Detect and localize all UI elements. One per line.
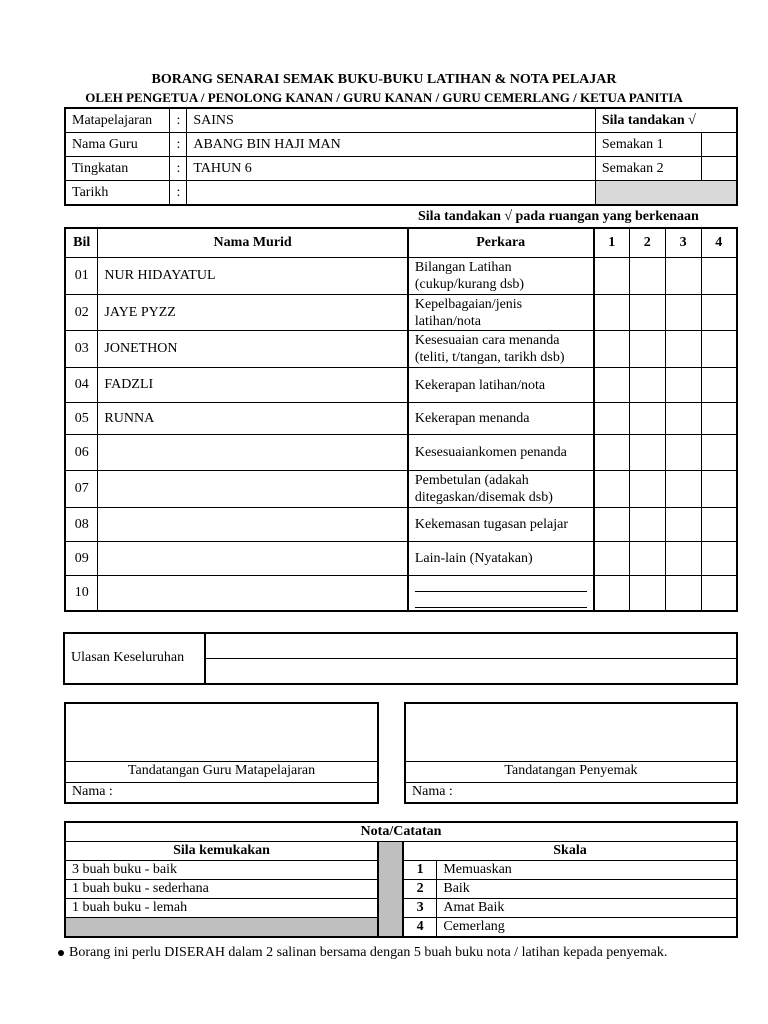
comment-line[interactable] [206, 658, 736, 659]
footnote-text: Borang ini perlu DISERAH dalam 2 salinan bersama dengan 5 buah buku nota / latihan kepada penyemak. [69, 945, 668, 960]
check-box-col-3[interactable] [665, 508, 701, 542]
check-box-col-1[interactable] [594, 435, 630, 471]
header-col-4: 4 [701, 228, 737, 258]
table-row [65, 471, 737, 508]
scale-number: 3 [403, 899, 437, 918]
check-box-col-4[interactable] [701, 331, 737, 368]
semakan-2-label: Semakan 2 [595, 157, 701, 181]
criteria-line [415, 592, 587, 608]
notes-title: Nota/Catatan [65, 822, 737, 842]
check-box-col-1[interactable] [594, 295, 630, 331]
criteria-line: Kekerapan latihan/nota [414, 377, 546, 393]
form-title: BORANG SENARAI SEMAK BUKU-BUKU LATIHAN & NOTA PELAJAR [151, 72, 617, 87]
info-colon: : [170, 157, 187, 181]
row-number: 05 [65, 403, 98, 435]
row-number: 09 [65, 542, 98, 576]
row-number: 02 [65, 295, 98, 331]
divider [406, 782, 736, 783]
check-box-col-3[interactable] [665, 435, 701, 471]
check-box-col-4[interactable] [701, 403, 737, 435]
table-row [65, 576, 737, 611]
grey-cell [595, 181, 737, 206]
table-row [65, 403, 737, 435]
criteria-cell [408, 508, 594, 542]
check-box-col-3[interactable] [665, 331, 701, 368]
check-box-col-1[interactable] [594, 368, 630, 403]
scale-number: 2 [403, 880, 437, 899]
table-row [65, 542, 737, 576]
check-box-col-1[interactable] [594, 508, 630, 542]
checker-signature-box[interactable] [404, 702, 738, 804]
student-name[interactable]: JAYE PYZZ [98, 295, 408, 331]
scale-label: Baik [437, 880, 737, 899]
check-box-col-4[interactable] [701, 471, 737, 508]
scale-number: 4 [403, 918, 437, 938]
criteria-line: Lain-lain (Nyatakan) [414, 551, 533, 566]
header-col-3: 3 [665, 228, 701, 258]
level-value[interactable]: TAHUN 6 [187, 157, 595, 181]
checker-signature-caption: Tandatangan Penyemak [504, 763, 638, 778]
divider [406, 761, 736, 762]
bullet-icon [58, 950, 64, 956]
student-name[interactable] [98, 542, 408, 576]
row-number: 06 [65, 435, 98, 471]
form-subtitle: OLEH PENGETUA / PENOLONG KANAN / GURU KANAN / GURU CEMERLANG / KETUA PANITIA [85, 90, 683, 105]
info-label-teacher: Nama Guru [65, 133, 170, 157]
subject-value[interactable]: SAINS [187, 108, 595, 133]
criteria-line: Kesesuaian cara menanda [414, 333, 560, 348]
teacher-name-field[interactable]: Nama : [72, 784, 113, 799]
overall-comment-label: Ulasan Keseluruhan [71, 650, 185, 665]
student-name[interactable]: RUNNA [98, 403, 408, 435]
notes-table [64, 821, 738, 938]
check-box-col-4[interactable] [701, 368, 737, 403]
notes-item: 1 buah buku - lemah [65, 899, 378, 918]
row-number: 01 [65, 258, 98, 295]
check-box-col-1[interactable] [594, 331, 630, 368]
student-name[interactable] [98, 508, 408, 542]
divider [66, 761, 377, 762]
criteria-line: Bilangan Latihan [414, 260, 512, 275]
table-header-row [65, 228, 737, 258]
checker-name-field[interactable]: Nama : [412, 784, 453, 799]
criteria-cell [408, 471, 594, 508]
check-box-col-2[interactable] [629, 542, 665, 576]
table-row [65, 258, 737, 295]
check-box-col-4[interactable] [701, 508, 737, 542]
criteria-line: Pembetulan (adakah [414, 473, 529, 488]
scale-label: Cemerlang [437, 918, 737, 938]
semakan-1-box[interactable] [701, 133, 737, 157]
header-nama: Nama Murid [98, 228, 408, 258]
check-box-col-4[interactable] [701, 576, 737, 611]
check-box-col-3[interactable] [665, 295, 701, 331]
check-box-col-2[interactable] [629, 508, 665, 542]
header-col-1: 1 [594, 228, 630, 258]
check-box-col-4[interactable] [701, 542, 737, 576]
info-label-level: Tingkatan [65, 157, 170, 181]
check-box-col-3[interactable] [665, 403, 701, 435]
check-box-col-2[interactable] [629, 576, 665, 611]
check-box-col-2[interactable] [629, 258, 665, 295]
footnote [58, 945, 667, 961]
overall-comment-box [63, 632, 738, 685]
header-perkara: Perkara [408, 228, 594, 258]
scale-label: Memuaskan [437, 861, 737, 880]
notes-left-header: Sila kemukakan [65, 842, 378, 861]
check-box-col-1[interactable] [594, 471, 630, 508]
check-box-col-3[interactable] [665, 258, 701, 295]
row-number: 08 [65, 508, 98, 542]
check-box-col-2[interactable] [629, 295, 665, 331]
criteria-line: ditegaskan/disemak dsb) [414, 490, 553, 505]
criteria-cell [408, 403, 594, 435]
check-title: Sila tandakan √ [595, 108, 737, 133]
table-row [65, 508, 737, 542]
check-instruction: Sila tandakan √ pada ruangan yang berkenaan [418, 209, 699, 224]
table-row [65, 295, 737, 331]
student-name[interactable]: NUR HIDAYATUL [98, 258, 408, 295]
notes-right-header: Skala [403, 842, 737, 861]
check-box-col-1[interactable] [594, 542, 630, 576]
criteria-line: Kekemasan tugasan pelajar [414, 517, 568, 532]
check-box-col-1[interactable] [594, 258, 630, 295]
student-name[interactable] [98, 471, 408, 508]
grey-separator [378, 842, 403, 938]
semakan-2-box[interactable] [701, 157, 737, 181]
info-colon: : [170, 133, 187, 157]
header-col-2: 2 [629, 228, 665, 258]
student-name[interactable] [98, 435, 408, 471]
grey-cell [65, 918, 378, 938]
criteria-cell [408, 295, 594, 331]
table-row [65, 435, 737, 471]
teacher-signature-caption: Tandatangan Guru Matapelajaran [127, 763, 316, 778]
criteria-cell [408, 435, 594, 471]
divider [66, 782, 377, 783]
teacher-signature-box[interactable] [64, 702, 379, 804]
check-box-col-2[interactable] [629, 403, 665, 435]
info-colon: : [170, 181, 187, 206]
criteria-cell [408, 331, 594, 368]
criteria-line: latihan/nota [414, 313, 481, 329]
student-name[interactable] [98, 576, 408, 611]
check-box-col-1[interactable] [594, 576, 630, 611]
check-box-col-3[interactable] [665, 542, 701, 576]
check-box-col-2[interactable] [629, 331, 665, 368]
criteria-line: Kekerapan menanda [414, 411, 530, 426]
row-number: 04 [65, 368, 98, 403]
info-label-subject: Matapelajaran [65, 108, 170, 133]
check-box-col-3[interactable] [665, 576, 701, 611]
info-label-date: Tarikh [65, 181, 170, 206]
table-row [65, 331, 737, 368]
criteria-cell [408, 368, 594, 403]
teacher-value[interactable]: ABANG BIN HAJI MAN [187, 133, 595, 157]
header-bil: Bil [65, 228, 98, 258]
check-box-col-1[interactable] [594, 403, 630, 435]
criteria-cell [408, 576, 594, 611]
date-value[interactable] [187, 181, 595, 206]
criteria-line: (teliti, t/tangan, tarikh dsb) [414, 350, 565, 365]
scale-label: Amat Baik [437, 899, 737, 918]
student-name[interactable]: JONETHON [98, 331, 408, 368]
row-number: 10 [65, 576, 98, 611]
criteria-line: Kepelbagaian/jenis [414, 296, 523, 312]
info-colon: : [170, 108, 187, 133]
student-table [64, 227, 738, 612]
criteria-line: (cukup/kurang dsb) [414, 277, 525, 292]
check-box-col-4[interactable] [701, 258, 737, 295]
scale-number: 1 [403, 861, 437, 880]
check-box-col-2[interactable] [629, 368, 665, 403]
row-number: 03 [65, 331, 98, 368]
info-table [64, 107, 738, 206]
check-box-col-3[interactable] [665, 471, 701, 508]
criteria-cell [408, 542, 594, 576]
criteria-line [415, 576, 587, 592]
table-row [65, 368, 737, 403]
notes-item: 1 buah buku - sederhana [65, 880, 378, 899]
student-name[interactable]: FADZLI [98, 368, 408, 403]
semakan-1-label: Semakan 1 [595, 133, 701, 157]
check-box-col-2[interactable] [629, 471, 665, 508]
criteria-cell [408, 258, 594, 295]
check-box-col-2[interactable] [629, 435, 665, 471]
check-box-col-3[interactable] [665, 368, 701, 403]
notes-item: 3 buah buku - baik [65, 861, 378, 880]
check-box-col-4[interactable] [701, 435, 737, 471]
row-number: 07 [65, 471, 98, 508]
criteria-line: Kesesuaiankomen penanda [414, 445, 567, 460]
check-box-col-4[interactable] [701, 295, 737, 331]
